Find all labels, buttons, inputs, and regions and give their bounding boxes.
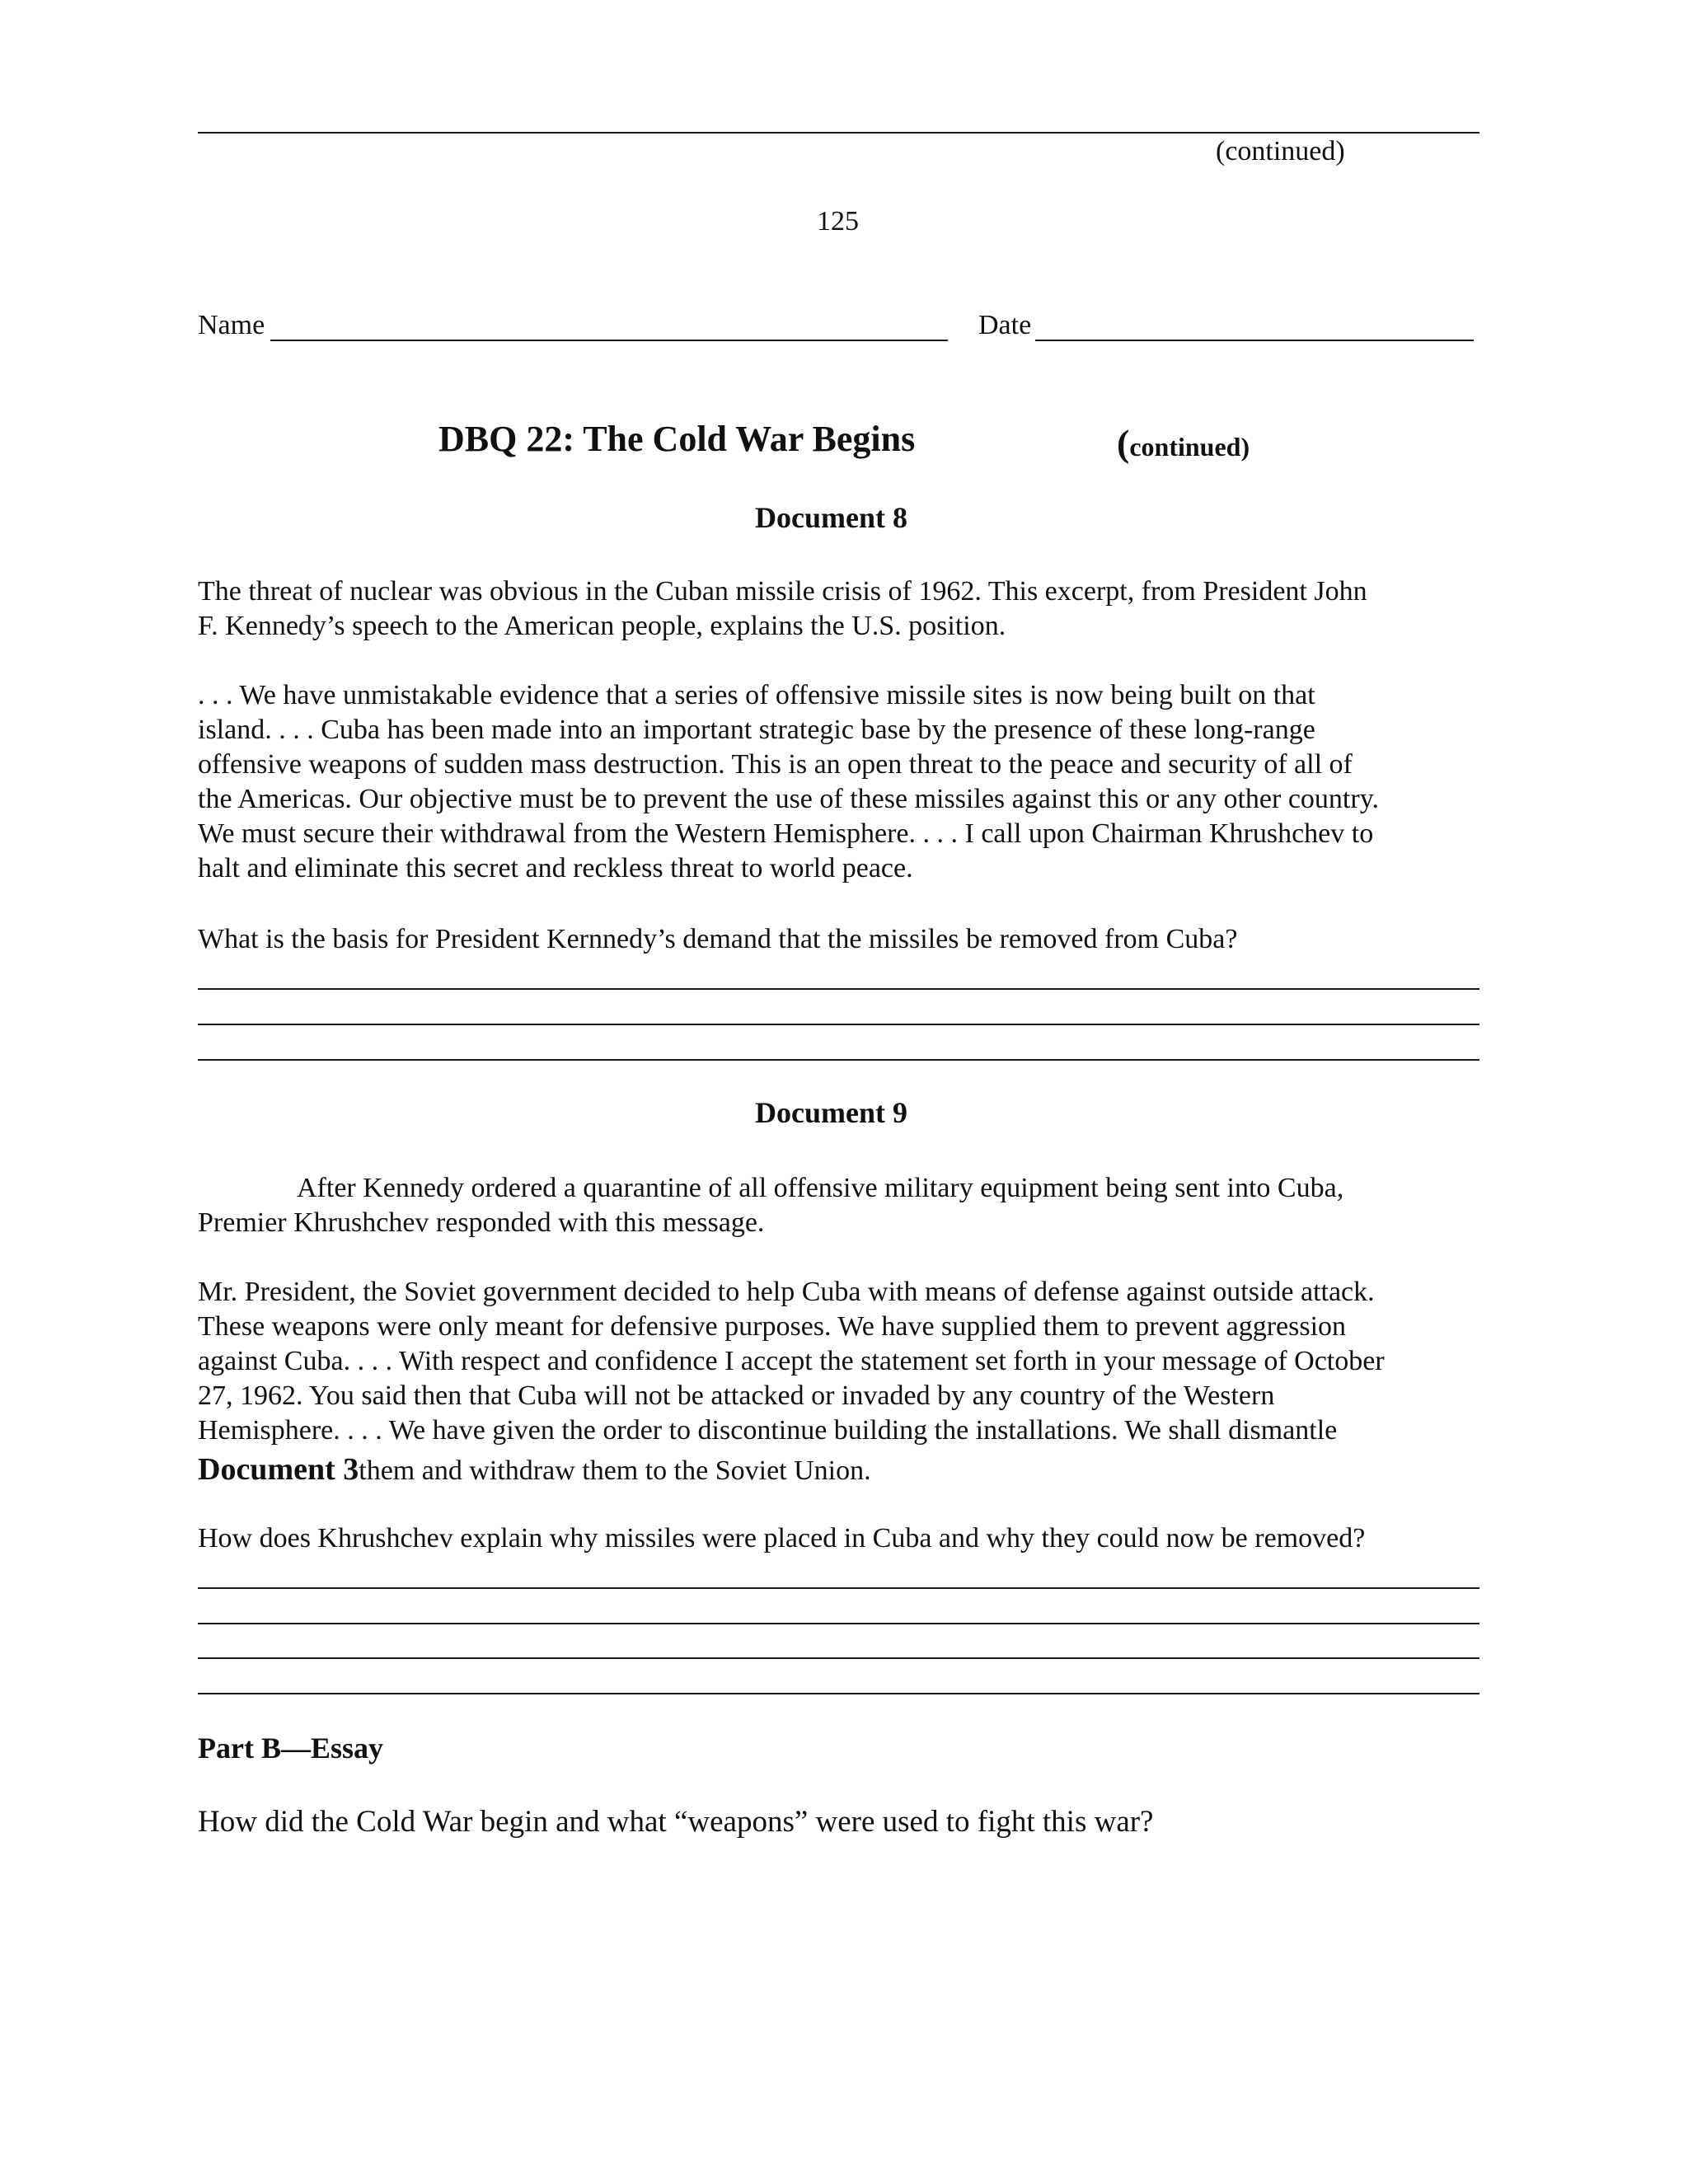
date-label: Date	[978, 310, 1032, 340]
document-9-quote-line: 27, 1962. You said then that Cuba will not be attacked or invaded by any country of the Western	[198, 1380, 1275, 1411]
stray-document-3-label: Document 3	[198, 1452, 359, 1487]
document-9-answer-line-1[interactable]	[198, 1587, 1479, 1589]
document-8-question: What is the basis for President Kernnedy’s demand that the missiles be removed from Cuba?	[198, 924, 1238, 954]
title-paren: (	[1117, 422, 1130, 464]
date-field[interactable]	[1035, 340, 1474, 341]
document-8-quote	[198, 678, 1484, 886]
document-8-answer-line-3[interactable]	[198, 1059, 1479, 1061]
document-9-quote-line: against Cuba. . . . With respect and confidence I accept the statement set forth in your message of October	[198, 1346, 1385, 1376]
name-label: Name	[198, 310, 265, 340]
document-8-answer-line-2[interactable]	[198, 1024, 1479, 1025]
document-8-intro-line: The threat of nuclear was obvious in the Cuban missile crisis of 1962. This excerpt, from President John	[198, 576, 1367, 607]
document-9-last-line	[198, 1451, 871, 1490]
document-9-heading: Document 9	[755, 1096, 907, 1129]
document-9-quote	[198, 1275, 1484, 1448]
continued-label: (continued)	[1216, 136, 1345, 166]
document-9-quote-last: them and withdraw them to the Soviet Union.	[359, 1455, 871, 1486]
document-8-intro-line: F. Kennedy’s speech to the American people, explains the U.S. position.	[198, 611, 1006, 641]
document-9-intro-line: Premier Khrushchev responded with this message.	[198, 1207, 765, 1238]
document-8-quote-line: . . . We have unmistakable evidence that a series of offensive missile sites is now being built on that	[198, 680, 1315, 710]
title-continued-text: continued)	[1129, 432, 1250, 462]
document-9-answer-line-3[interactable]	[198, 1657, 1479, 1659]
document-9-question: How does Khrushchev explain why missiles were placed in Cuba and why they could now be removed?	[198, 1523, 1366, 1554]
page-number: 125	[817, 206, 859, 237]
document-9-answer-line-4[interactable]	[198, 1693, 1479, 1694]
document-8-intro	[198, 574, 1484, 644]
document-8-quote-line: the Americas. Our objective must be to prevent the use of these missiles against this or any other country.	[198, 784, 1379, 814]
document-9-intro	[198, 1171, 1484, 1240]
document-9-answer-line-2[interactable]	[198, 1623, 1479, 1624]
document-8-quote-line: offensive weapons of sudden mass destruction. This is an open threat to the peace and security of all of	[198, 749, 1353, 780]
title-continued	[1117, 422, 1250, 469]
name-field[interactable]	[270, 340, 948, 341]
document-9-quote-line: Mr. President, the Soviet government decided to help Cuba with means of defense against outside attack.	[198, 1277, 1375, 1307]
document-9-quote-line: Hemisphere. . . . We have given the order to discontinue building the installations. We shall dismantle	[198, 1415, 1338, 1446]
document-8-quote-line: halt and eliminate this secret and reckless threat to world peace.	[198, 853, 913, 883]
document-8-heading: Document 8	[755, 501, 907, 534]
top-rule	[198, 132, 1479, 134]
document-8-quote-line: We must secure their withdrawal from the Western Hemisphere. . . . I call upon Chairman Khrushchev to	[198, 818, 1374, 849]
document-9-intro-line: After Kennedy ordered a quarantine of all offensive military equipment being sent into Cuba,	[297, 1173, 1344, 1203]
document-8-quote-line: island. . . . Cuba has been made into an important strategic base by the presence of these long-range	[198, 715, 1315, 745]
part-b-heading: Part B—Essay	[198, 1732, 383, 1765]
page-title: DBQ 22: The Cold War Begins	[438, 419, 916, 459]
part-b-question: How did the Cold War begin and what “weapons” were used to fight this war?	[198, 1805, 1154, 1839]
document-9-quote-line: These weapons were only meant for defensive purposes. We have supplied them to prevent aggression	[198, 1311, 1347, 1342]
document-8-answer-line-1[interactable]	[198, 988, 1479, 990]
